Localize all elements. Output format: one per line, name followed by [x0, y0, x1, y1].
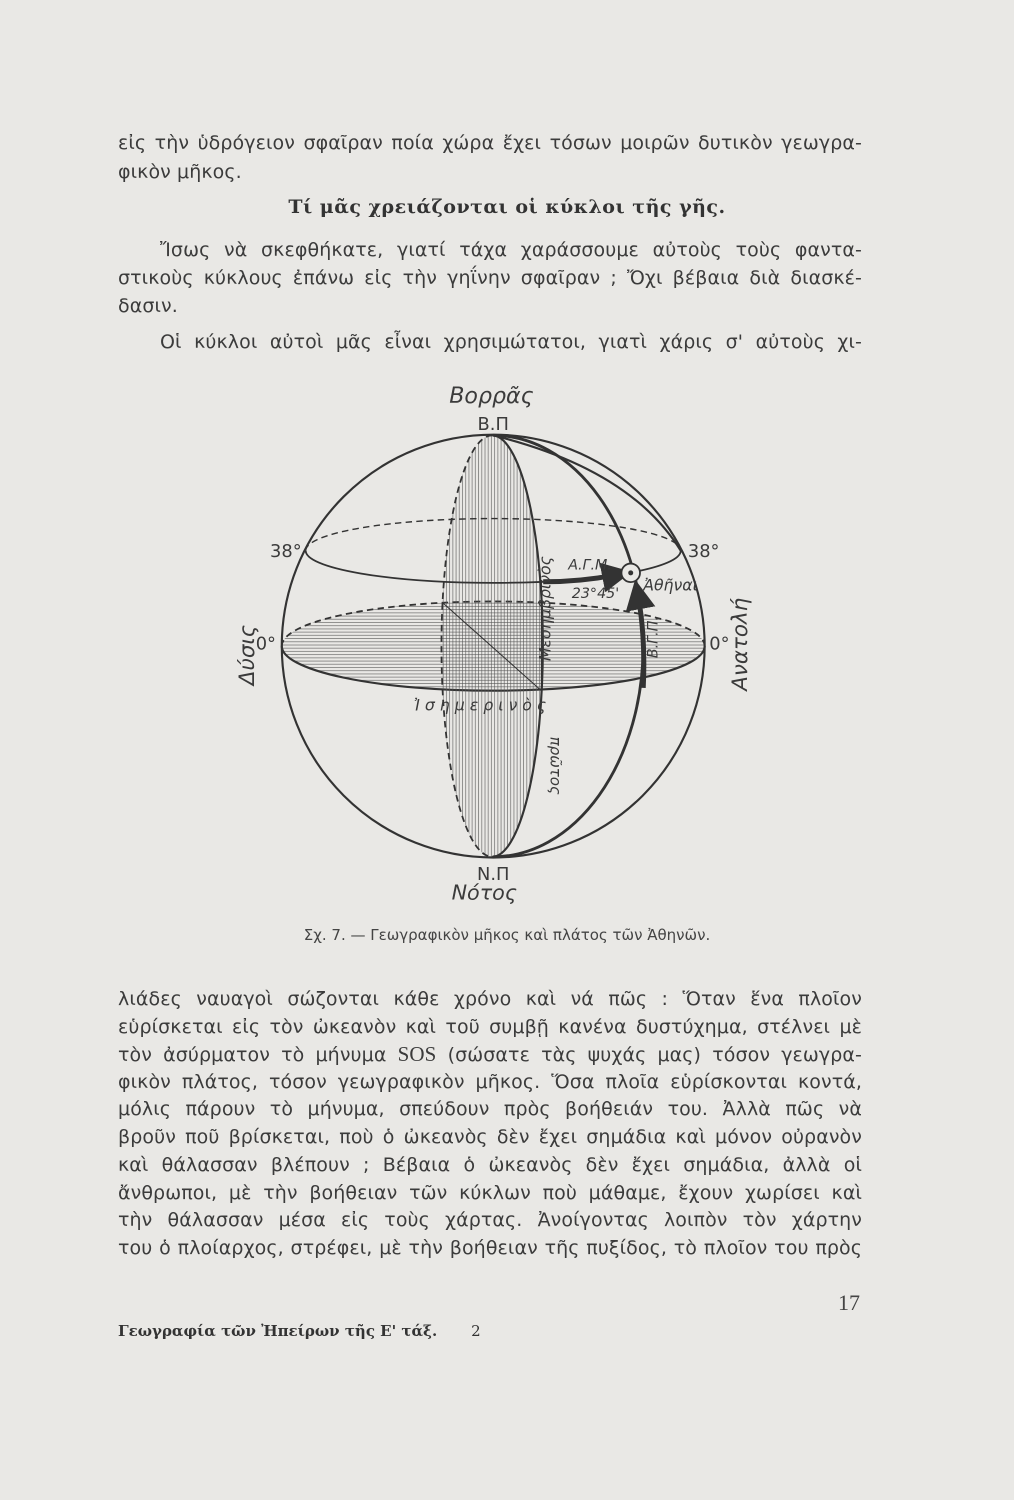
- latitude-label: Β.Γ.Π.: [645, 616, 662, 659]
- text-line: βροῦν ποῦ βρίσκεται, ποὺ ὁ ὠκεανὸς δὲν ἔχει σημάδια καὶ μόνον οὐρανὸν: [118, 1126, 862, 1148]
- meridian-label-2: πρῶτος: [546, 736, 565, 795]
- equator-label-left: 0°: [255, 633, 276, 655]
- text-line: φικὸν πλάτος, τόσον γεωγραφικὸν μῆκος. Ὅσα πλοῖα εὑρίσκονται κοντά,: [118, 1071, 862, 1093]
- figure-caption: Σχ. 7. — Γεωγραφικὸν μῆκος καὶ πλάτος τῶν Ἀθηνῶν.: [303, 926, 711, 944]
- text-line: στικοὺς κύκλους ἐπάνω εἰς τὴν γηΐνην σφαῖραν ; Ὄχι βέβαια διὰ διασκέ-: [118, 267, 862, 289]
- east-label: Ανατολή: [727, 597, 753, 691]
- text-line: εἰς τὴν ὑδρόγειον σφαῖραν ποία χώρα ἔχει τόσων μοιρῶν δυτικὸν γεωγρα-: [118, 132, 862, 154]
- athens-marker: [621, 564, 640, 583]
- city-label: Ἀθῆναι: [643, 575, 698, 595]
- text-line: φικὸν μῆκος.: [118, 161, 242, 183]
- footer: [118, 1322, 481, 1340]
- book-title: Γεωγραφία τῶν Ἠπείρων τῆς Ε' τάξ.: [118, 1322, 438, 1340]
- text-line: καὶ θάλασσαν βλέπουν ; Βέβαια ὁ ὠκεανὸς δὲν ἔχει σημάδια, ἀλλὰ οἱ: [118, 1154, 862, 1176]
- equator-label: Ἰσημερινὸς: [413, 695, 552, 715]
- north-pole-label: Β.Π: [477, 414, 509, 435]
- text-line: του ὁ πλοίαρχος, στρέφει, μὲ τὴν βοήθειαν τῆς πυξίδος, τὸ πλοῖον του πρὸς: [118, 1237, 862, 1259]
- signature-mark: 2: [471, 1322, 481, 1340]
- sos-text: SOS: [397, 1042, 437, 1066]
- text-line: Οἱ κύκλοι αὐτοὶ μᾶς εἶναι χρησιμώτατοι, γιατὶ χάρις σ' αὐτοὺς χι-: [160, 331, 862, 353]
- page-number: 17: [838, 1290, 860, 1315]
- text-line: ἄνθρωποι, μὲ τὴν βοήθειαν τῶν κύκλων ποὺ μάθαμε, ἔχουν χωρίσει καὶ: [118, 1182, 862, 1204]
- lat-label-left: 38°: [270, 540, 302, 562]
- text-line: δασιν.: [118, 295, 178, 317]
- text-line: Ἴσως νὰ σκεφθήκατε, γιατί τάχα χαράσσουμε αὐτοὺς τοὺς φαντα-: [160, 239, 862, 261]
- west-label: Δύσις: [234, 624, 260, 686]
- text-segment: τὸν ἀσύρματον τὸ μήνυμα: [118, 1044, 387, 1066]
- text-line: [118, 1042, 862, 1067]
- text-segment: (σώσατε τὰς ψυχάς μας) τόσον γεωγρα-: [447, 1044, 863, 1066]
- text-line: μόλις πάρουν τὸ μήνυμα, σπεύδουν πρὸς βοήθειάν του. Ἀλλὰ πῶς νὰ: [118, 1098, 862, 1120]
- lat-label-right: 38°: [687, 540, 720, 562]
- longitude-value: 23°45': [571, 585, 620, 602]
- equator-label-right: 0°: [709, 633, 730, 655]
- south-label: Νότος: [451, 880, 518, 905]
- text-line: εὑρίσκεται εἰς τὸν ὠκεανὸν καὶ τοῦ συμβῇ κανένα δυστύχημα, στέλνει μὲ: [118, 1016, 862, 1038]
- section-heading: Τί μᾶς χρειάζονται οἱ κύκλοι τῆς γῆς.: [288, 196, 726, 218]
- meridian-label: Μεσημβρινὸς: [535, 556, 555, 661]
- north-label: Βορρᾶς: [449, 383, 534, 410]
- longitude-label: Α.Γ.Μ.: [568, 557, 612, 574]
- text-line: λιάδες ναυαγοὶ σώζονται κάθε χρόνο καὶ νά πῶς : Ὅταν ἕνα πλοῖον: [118, 988, 862, 1010]
- south-pole-label: Ν.Π: [476, 864, 510, 885]
- globe-figure: [220, 380, 780, 940]
- prime-meridian-plane: [441, 435, 542, 856]
- text-line: τὴν θάλασσαν μέσα εἰς τοὺς χάρτας. Ἀνοίγοντας λοιπὸν τὸν χάρτην: [118, 1209, 862, 1231]
